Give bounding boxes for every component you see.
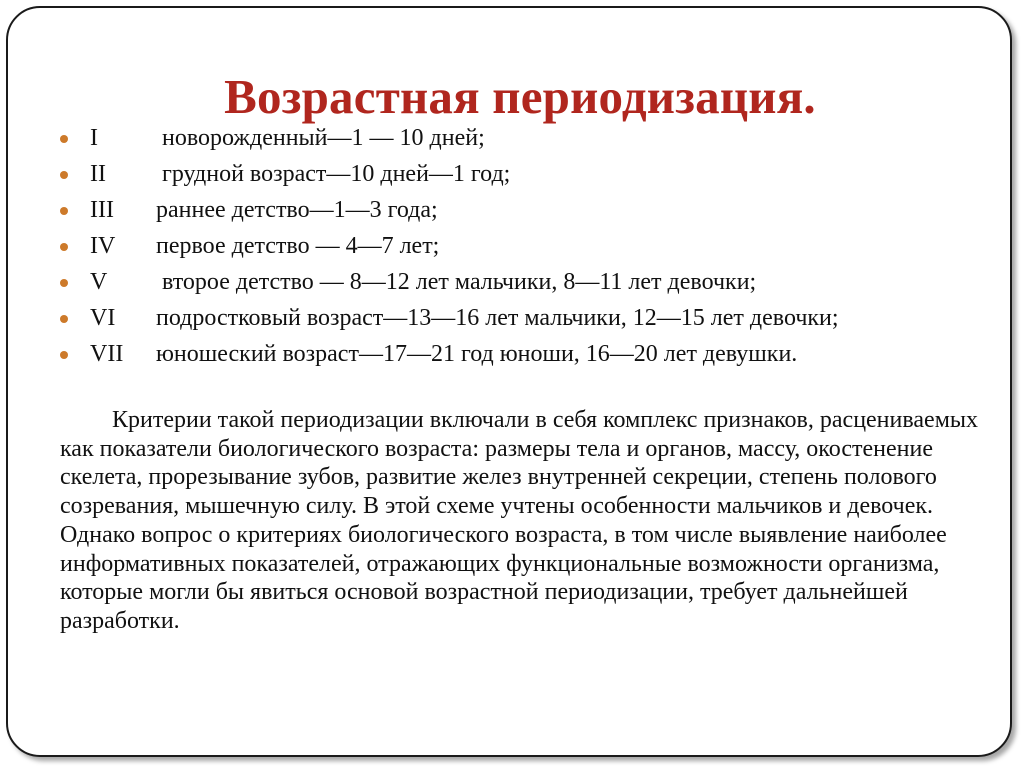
list-item [60, 269, 980, 296]
bullet-icon [60, 207, 68, 215]
period-number: IV [90, 233, 116, 259]
period-number: III [90, 197, 114, 223]
period-text: подростковый возраст—13—16 лет мальчики, 12—15 лет девочки; [156, 305, 839, 331]
list-item [60, 125, 980, 152]
period-number: VII [90, 341, 124, 367]
list-item [60, 197, 980, 224]
slide-title: Возрастная периодизация. [224, 69, 816, 124]
bullet-icon [60, 351, 68, 359]
bullet-icon [60, 243, 68, 251]
bullet-icon [60, 279, 68, 287]
list-item [60, 305, 980, 332]
list-item [60, 233, 980, 260]
period-text: раннее детство—1—3 года; [156, 197, 438, 223]
period-number: I [90, 125, 98, 151]
body-paragraph: Критерии такой периодизации включали в себя комплекс признаков, расцениваемых как показатели биологического возраста: размеры тела и органов, массу, окостенение скелета, прорезывание зубов, развитие желез внутренней секреции, степень полового созревания, мышечную силу. В этой схеме учтены особенности мальчиков и девочек. Однако вопрос о критериях биологического возраста, в том числе выявление наиболее информативных показателей, отражающих функциональные возможности организма, которые могли бы явиться основой возрастной периодизации, требует дальнейшей разработки. [60, 407, 979, 634]
period-number: VI [90, 305, 116, 331]
period-number: V [90, 269, 108, 295]
list-item [60, 341, 980, 368]
period-number: II [90, 161, 106, 187]
period-text: новорожденный—1 — 10 дней; [162, 125, 485, 151]
bullet-icon [60, 135, 68, 143]
bullet-icon [60, 315, 68, 323]
period-text: грудной возраст—10 дней—1 год; [162, 161, 511, 187]
period-text: второе детство — 8—12 лет мальчики, 8—11 лет девочки; [162, 269, 757, 295]
list-item [60, 161, 980, 188]
age-period-list [60, 125, 980, 377]
bullet-icon [60, 171, 68, 179]
period-text: первое детство — 4—7 лет; [156, 233, 440, 259]
period-text: юношеский возраст—17—21 год юноши, 16—20 лет девушки. [156, 341, 798, 367]
